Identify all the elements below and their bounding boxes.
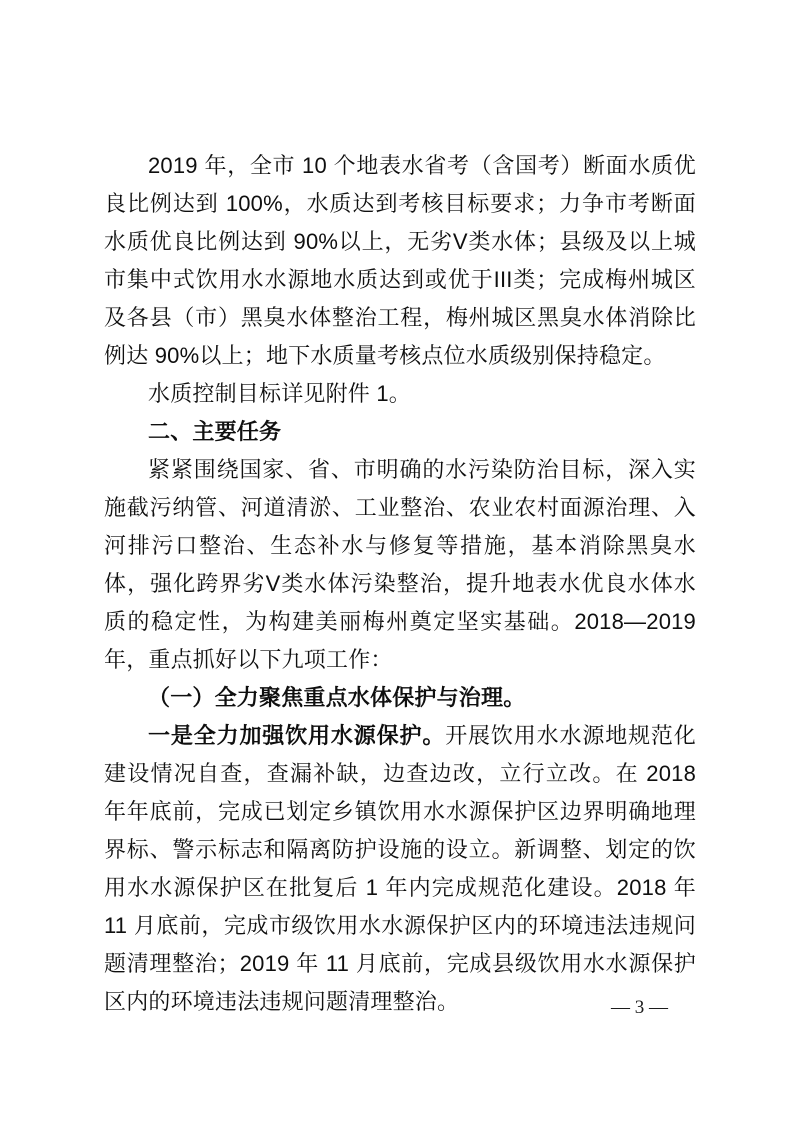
document-body xyxy=(104,147,696,1021)
subsection-heading-key-water-body-protection: （一）全力聚焦重点水体保护与治理。 xyxy=(148,685,526,710)
paragraph-lead-phrase: 一是全力加强饮用水源保护。 xyxy=(148,723,446,748)
paragraph-targets-see-attachment: 水质控制目标详见附件 1。 xyxy=(148,381,411,406)
paragraph-2019-water-quality-targets: 2019 年，全市 10 个地表水省考（含国考）断面水质优良比例达到 100%，水质达到考核目标要求；力争市考断面水质优良比例达到 90%以上，无劣V类水体；县级及以上城市集中式饮用水水源地水质达到或优于III类；完成梅州城区及各县（市）黑臭水体整治工程，梅州城区黑臭水体消除比例达 90%以上；地下水质量考核点位水质级别保持稳定。 xyxy=(104,153,696,368)
paragraph-overall-approach: 紧紧围绕国家、省、市明确的水污染防治目标，深入实施截污纳管、河道清淤、工业整治、农业农村面源治理、入河排污口整治、生态补水与修复等措施，基本消除黑臭水体，强化跨界劣V类水体污染整治，提升地表水优良水体水质的稳定性，为构建美丽梅州奠定坚实基础。2018—2019 年，重点抓好以下九项工作： xyxy=(104,457,696,672)
section-heading-main-tasks: 二、主要任务 xyxy=(148,419,282,444)
page-number: — 3 — xyxy=(611,997,668,1018)
paragraph-drinking-water-source-protection xyxy=(104,717,696,1021)
paragraph-body-text: 开展饮用水水源地规范化建设情况自查，查漏补缺，边查边改，立行立改。在 2018 年年底前，完成已划定乡镇饮用水水源保护区边界明确地理界标、警示标志和隔离防护设施的设立。新调整、划定的饮用水水源保护区在批复后 1 年内完成规范化建设。2018 年 11 月底前，完成市级饮用水水源保护区内的环境违法违规问题清理整治；2019 年 11 月底前，完成县级饮用水水源保护区内的环境违法违规问题清理整治。 xyxy=(104,723,696,1014)
